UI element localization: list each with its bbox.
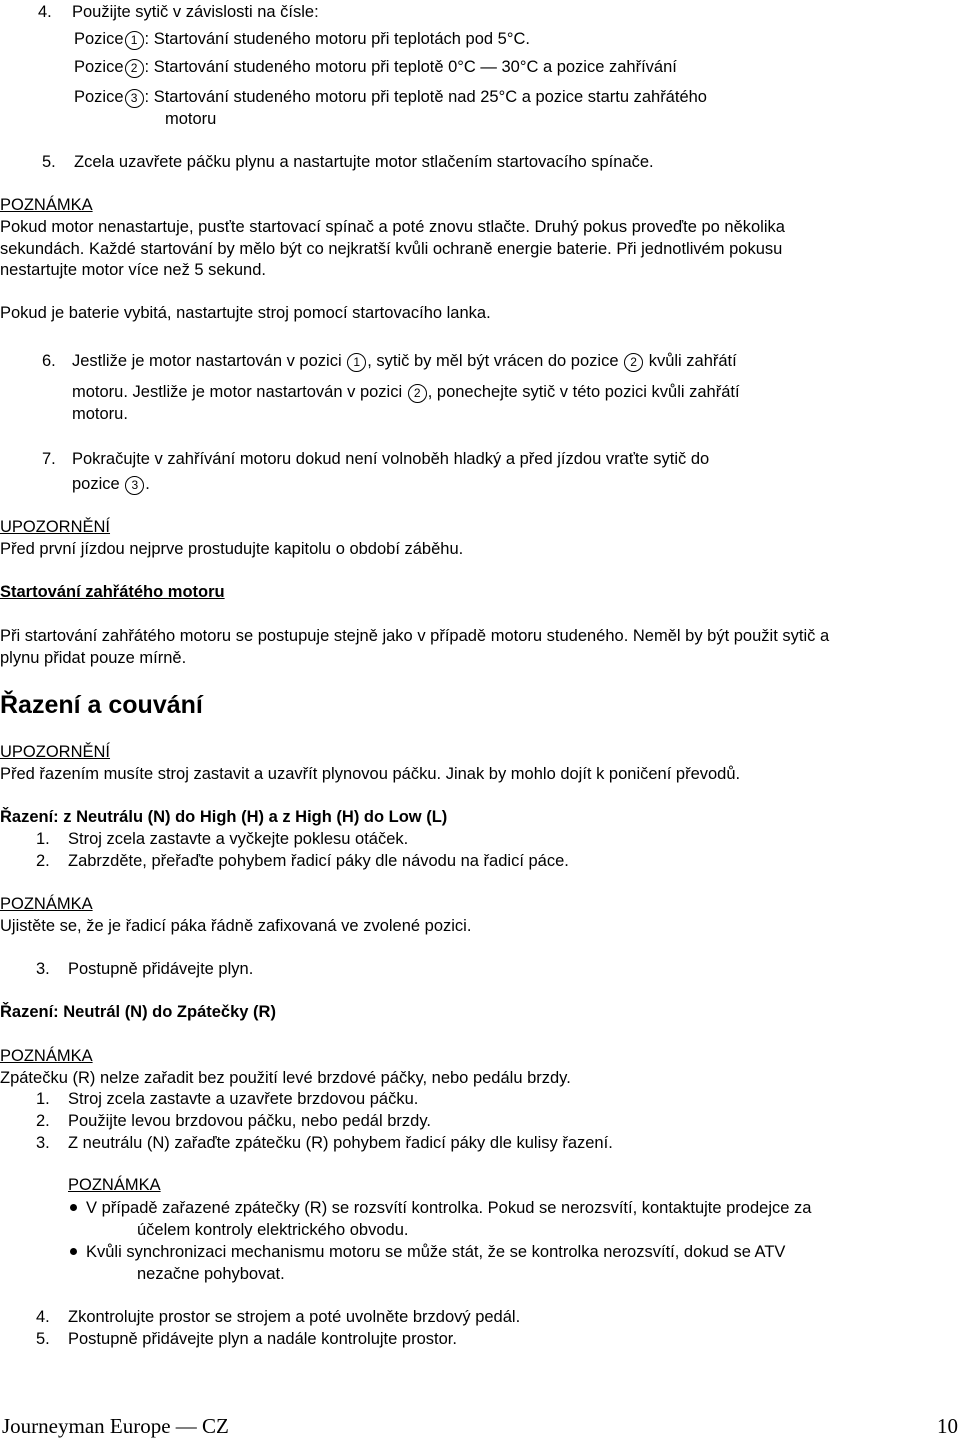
list-number: 5. <box>36 1330 50 1348</box>
bullet-icon <box>70 1204 77 1211</box>
position-label: Pozice <box>74 30 124 48</box>
choke-position-3-continued: motoru <box>165 110 217 128</box>
step6-line2 <box>72 381 740 403</box>
step5-number: 5. <box>42 153 56 171</box>
circled-number-icon: 1 <box>347 353 366 372</box>
circled-number-icon: 1 <box>125 31 144 50</box>
list-item: Z neutrálu (N) zařaďte zpátečku (R) pohybem řadicí páky dle kulisy řazení. <box>68 1134 613 1152</box>
position-label: Pozice <box>74 58 124 76</box>
list-number: 1. <box>36 830 50 848</box>
warning-heading: UPOZORNĚNÍ <box>0 743 111 761</box>
step6-number: 6. <box>42 352 56 370</box>
bullet-item-continued: nezačne pohybovat. <box>137 1265 285 1283</box>
bullet-item: V případě zařazené zpátečky (R) se rozsvítí kontrolka. Pokud se nerozsvítí, kontaktujte prodejce za <box>86 1199 812 1217</box>
shift2-heading: Řazení: Neutrál (N) do Zpátečky (R) <box>0 1003 276 1021</box>
circled-number-icon: 2 <box>125 59 144 78</box>
bullet-icon <box>70 1248 77 1255</box>
list-number: 3. <box>36 1134 50 1152</box>
warning-text: Před řazením musíte stroj zastavit a uzavřít plynovou páčku. Jinak by mohlo dojít k poničení převodů. <box>0 765 741 783</box>
warm-start-line: Při startování zahřátého motoru se postupuje stejně jako v případě motoru studeného. Neměl by být použit sytič a <box>0 627 830 645</box>
step4-title: Použijte sytič v závislosti na čísle: <box>72 3 319 21</box>
note-text: Ujistěte se, že je řadicí páka řádně zafixovaná ve zvolené pozici. <box>0 917 472 935</box>
choke-position-3 <box>74 86 707 108</box>
list-number: 1. <box>36 1090 50 1108</box>
step7-text: . <box>145 475 150 493</box>
list-item: Zabrzděte, přeřaďte pohybem řadicí páky dle návodu na řadicí páce. <box>68 852 569 870</box>
circled-number-icon: 3 <box>125 476 144 495</box>
note-line: sekundách. Každé startování by mělo být co nejkratší kvůli ochraně energie baterie. Při jednotlivém pokusu <box>0 240 783 258</box>
step6-text: kvůli zahřátí <box>648 352 737 370</box>
list-item: Použijte levou brzdovou páčku, nebo pedál brzdy. <box>68 1112 431 1130</box>
warm-start-heading: Startování zahřátého motoru <box>0 583 225 601</box>
list-number: 2. <box>36 852 50 870</box>
circled-number-icon: 2 <box>408 384 427 403</box>
step6-text: , sytič by měl být vrácen do pozice <box>367 352 619 370</box>
list-number: 4. <box>36 1308 50 1326</box>
choke-position-1 <box>74 28 530 50</box>
bullet-item-continued: účelem kontroly elektrického obvodu. <box>137 1221 409 1239</box>
note-line: Pokud motor nenastartuje, pusťte startovací spínač a poté znovu stlačte. Druhý pokus proveďte po několika <box>0 218 785 236</box>
note-text: Zpátečku (R) nelze zařadit bez použití levé brzdové páčky, nebo pedálu brzdy. <box>0 1069 571 1087</box>
warning-text: Před první jízdou nejprve prostudujte kapitolu o období záběhu. <box>0 540 464 558</box>
note-heading: POZNÁMKA <box>0 196 93 214</box>
step6-text: Jestliže je motor nastartován v pozici <box>72 352 342 370</box>
step7-number: 7. <box>42 450 56 468</box>
step7-line2 <box>72 473 150 495</box>
step6-line3: motoru. <box>72 405 128 423</box>
list-item: Stroj zcela zastavte a vyčkejte poklesu otáček. <box>68 830 409 848</box>
warm-start-line: plynu přidat pouze mírně. <box>0 649 187 667</box>
choke-position-2 <box>74 56 677 78</box>
step7-line1: Pokračujte v zahřívání motoru dokud není volnoběh hladký a před jízdou vraťte sytič do <box>72 450 710 468</box>
position-label: Pozice <box>74 88 124 106</box>
list-item: Stroj zcela zastavte a uzavřete brzdovou páčku. <box>68 1090 419 1108</box>
step4-number: 4. <box>38 3 52 21</box>
step6-line1 <box>72 350 737 372</box>
note-heading: POZNÁMKA <box>0 895 93 913</box>
list-item: Zkontrolujte prostor se strojem a poté uvolněte brzdový pedál. <box>68 1308 521 1326</box>
section-title: Řazení a couvání <box>0 691 203 719</box>
position-text: : Startování studeného motoru při teplotách pod 5°C. <box>144 30 530 48</box>
note-line: nestartujte motor více než 5 sekund. <box>0 261 266 279</box>
page-number: 10 <box>937 1414 958 1438</box>
warning-heading: UPOZORNĚNÍ <box>0 518 111 536</box>
bullet-item: Kvůli synchronizaci mechanismu motoru se může stát, že se kontrolka nerozsvítí, dokud se ATV <box>86 1243 786 1261</box>
footer-title: Journeyman Europe — CZ <box>2 1414 229 1438</box>
step6-text: motoru. Jestliže je motor nastartován v pozici <box>72 383 403 401</box>
list-item: Postupně přidávejte plyn a nadále kontrolujte prostor. <box>68 1330 457 1348</box>
step5-text: Zcela uzavřete páčku plynu a nastartujte motor stlačením startovacího spínače. <box>74 153 654 171</box>
note-heading: POZNÁMKA <box>0 1047 93 1065</box>
position-text: : Startování studeného motoru při teplotě nad 25°C a pozice startu zahřátého <box>144 88 707 106</box>
circled-number-icon: 2 <box>624 353 643 372</box>
step7-text: pozice <box>72 475 120 493</box>
battery-text: Pokud je baterie vybitá, nastartujte stroj pomocí startovacího lanka. <box>0 304 491 322</box>
list-number: 2. <box>36 1112 50 1130</box>
note-heading: POZNÁMKA <box>68 1176 161 1194</box>
list-number: 3. <box>36 960 50 978</box>
step6-text: , ponechejte sytič v této pozici kvůli zahřátí <box>427 383 740 401</box>
list-item: Postupně přidávejte plyn. <box>68 960 254 978</box>
position-text: : Startování studeného motoru při teplotě 0°C — 30°C a pozice zahřívání <box>144 58 677 76</box>
shift1-heading: Řazení: z Neutrálu (N) do High (H) a z High (H) do Low (L) <box>0 808 448 826</box>
circled-number-icon: 3 <box>125 89 144 108</box>
